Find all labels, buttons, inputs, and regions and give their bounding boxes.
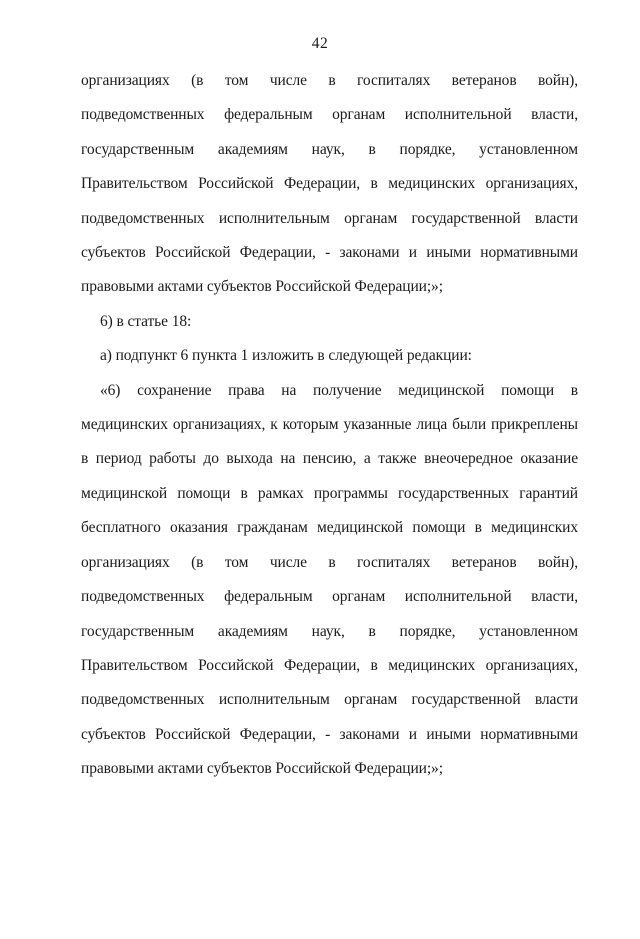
text-line: организациях (в том числе в госпиталях ветеранов войн), <box>81 72 578 89</box>
text-line: 6) в статье 18: <box>100 312 192 330</box>
text-line: государственным академиям наук, в порядке, установленном <box>81 622 578 640</box>
text-line: государственным академиям наук, в порядке, установленном <box>81 140 578 158</box>
text-line: «6) сохранение права на получение медицинской помощи в <box>100 381 578 399</box>
text-line: а) подпункт 6 пункта 1 изложить в следующей редакции: <box>100 347 472 365</box>
paragraph <box>81 64 578 305</box>
text-line: подведомственных исполнительным органам государственной власти <box>81 209 578 227</box>
paragraph <box>81 339 578 373</box>
text-line: Правительством Российской Федерации, в медицинских организациях, <box>81 175 578 193</box>
document-body <box>81 64 578 787</box>
text-line: подведомственных федеральным органам исполнительной власти, <box>81 588 578 606</box>
text-line: субъектов Российской Федерации, - законами и иными нормативными <box>81 725 578 743</box>
paragraph <box>81 374 578 787</box>
text-line: медицинских организациях, к которым указанные лица были прикреплены <box>81 416 578 434</box>
text-line: организациях (в том числе в госпиталях ветеранов войн), <box>81 553 578 571</box>
paragraph <box>81 305 578 339</box>
text-line: подведомственных исполнительным органам государственной власти <box>81 691 578 709</box>
text-line: в период работы до выхода на пенсию, а также внеочередное оказание <box>81 450 578 468</box>
text-line: Правительством Российской Федерации, в медицинских организациях, <box>81 656 578 674</box>
text-line: подведомственных федеральным органам исполнительной власти, <box>81 106 578 124</box>
text-line: правовыми актами субъектов Российской Федерации;»; <box>81 760 443 778</box>
text-line: правовыми актами субъектов Российской Федерации;»; <box>81 278 443 296</box>
text-line: субъектов Российской Федерации, - законами и иными нормативными <box>81 244 578 262</box>
document-page <box>0 34 640 939</box>
text-line: медицинской помощи в рамках программы государственных гарантий <box>81 484 578 502</box>
text-line: бесплатного оказания гражданам медицинской помощи в медицинских <box>81 519 578 537</box>
page-number: 42 <box>311 35 329 52</box>
